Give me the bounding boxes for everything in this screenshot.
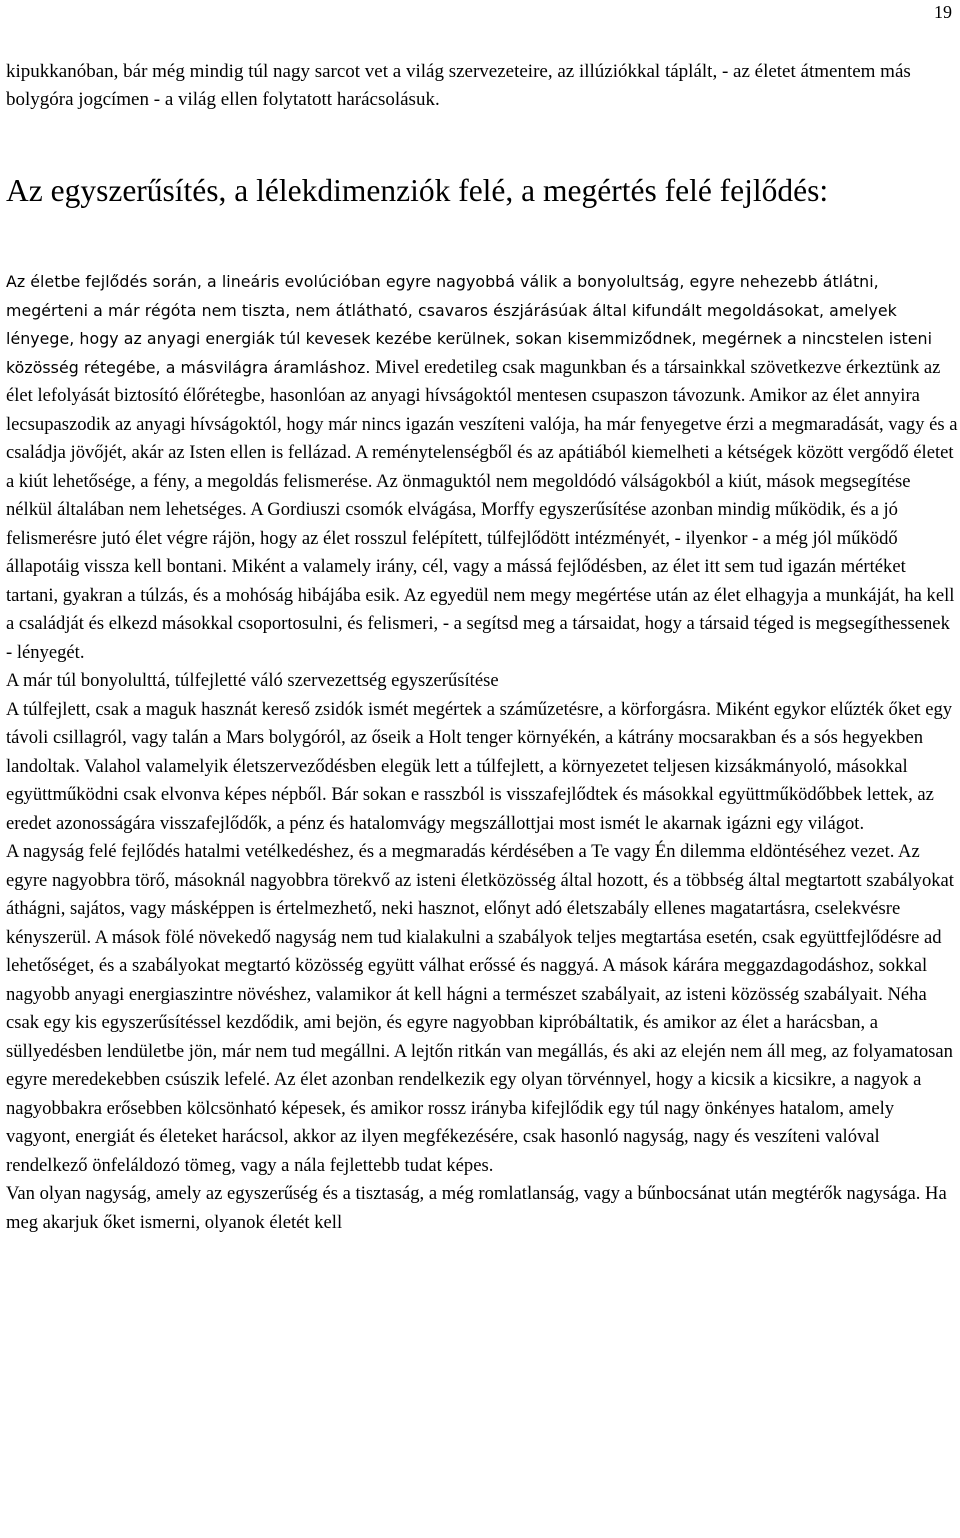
page-number: 19 [934,2,952,22]
paragraph-2: A már túl bonyolulttá, túlfejletté váló szervezettség egyszerűsítése [6,670,499,691]
paragraph-3: A túlfejlett, csak a maguk hasznát kereső zsidók ismét megértek a száműzetésre, a körforgásra. Miként egykor elűzték őket egy távoli csillagról, vagy talán a Mars bolygóról, az őseik a Holt tenger környékén, a kátrány mocsarakban és a sós hegyekben landoltak. Valahol valamelyik életszerveződésben elegük lett a túlfejlett, a környezetet teljesen kizsákmányoló, másokkal együttműködni csak elvonva képes népből. Bár sokan e rasszból is visszafejlődtek és másokkal együttműködőbbek lettek, az eredet azonosságára visszafejlődők, a pénz és hatalomvágy megszállottjai most ismét le akarnak igázni egy világot. [6,698,953,834]
section-heading: Az egyszerűsítés, a lélekdimenziók felé, a megértés felé fejlődés: [6,173,829,208]
paragraph-5: Van olyan nagyság, amely az egyszerűség és a tisztaság, a még romlatlanság, vagy a bűnbocsánat után megtérők nagysága. Ha meg akarjuk őket ismerni, olyanok életét kell [6,1183,947,1233]
paragraph-1 [6,268,958,667]
paragraph-4: A nagyság felé fejlődés hatalmi vetélkedéshez, és a megmaradás kérdésében a Te vagy Én dilemma eldöntéséhez vezet. Az egyre nagyobbra törő, másoknál nagyobbra törekvő az isteni életközösség által hozott, és a többség által megtartott szabályokat áthágni, sajátos, vagy másképpen is értelmezhető, neki hasznot, előnyt adó életszabály ellenes magatartásra, cselekvésre kényszerül. A mások fölé növekedő nagyság nem tud kialakulni a szabályok teljes megtartása esetén, csak együttfejlődésre ad lehetőséget, és a szabályokat megtartó közösség együtt válhat erőssé és naggyá. A mások kárára meggazdagodáshoz, sokkal nagyobb anyagi energiaszintre növéshez, valamikor át kell hágni a természet szabályait, az isteni közösség szabályait. Néha csak egy kis egyszerűsítéssel kezdődik, ami bejön, és egyre nagyobban kipróbáltatik, és amikor az élet a harácsban, a süllyedésben lendületbe jön, már nem tud megállni. A lejtőn ritkán van megállás, és aki az elején nem áll meg, az folyamatosan egyre meredekebben csúszik lefelé. Az élet azonban rendelkezik egy olyan törvénnyel, hogy a kicsik a kicsikre, a nagyok a nagyobbakra erősebben kölcsönható képesek, és amikor rossz irányba kifejlődik egy túl nagy önkényes hatalom, amely vagyont, energiát és életeket harácsol, akkor az ilyen megfékezésére, csak hasonló nagyság, nagy és veszíteni valóval rendelkező önfeláldozó tömeg, vagy a nála fejlettebb tudat képes. [6,841,954,1176]
paragraph-1-rest: Mivel eredetileg csak magunkban és a társainkkal szövetkezve érkeztünk az élet lefolyását biztosító élőrétegbe, hasonlóan az anyagi hívságoktól mentesen csupaszon távozunk. Amikor az élet annyira lecsupaszodik az anyagi hívságoktól, hogy már nincs igazán veszíteni valója, ha már fenyegetve érzi a megmaradását, vagy és a családja jövőjét, akár az Isten ellen is fellázad. A reménytelenségből és az apátiából kiemelheti a kétségek között vergődő életet a kiút lehetősége, a fény, a megoldás felismerése. Az önmaguktól nem megoldódó válságokból a kiút, mások megsegítése nélkül általában nem lehetséges. A Gordiuszi csomók elvágása, Morffy egyszerűsítése azonban mindig működik, és a jó felismerésre jutó élet végre rájön, hogy az élet rosszul felépített, túlfejlődött intézményét, - ilyenkor - a még jól működő állapotáig vissza kell bontani. Miként a valamely irány, cél, vagy a mássá fejlődésben, az élet itt sem tud igazán mértéket tartani, gyakran a túlzás, és a mohóság hibájába esik. Az egyedül nem megy megértése után az élet elhagyja a munkáját, ha kell a családját és elkezd másokkal csoportosulni, és felismeri, - a segítsd meg a társaidat, hogy a társaid téged is megsegíthessenek - lényegét. [6,356,958,663]
paragraph-1-lead: Az életbe fejlődés során, a lineáris evolúcióban egyre nagyobbá válik a bonyolultság, egyre nehezebb átlátni, megérteni a már régóta nem tiszta, nem átlátható, csavaros észjárásúak által kifundált megoldásokat, amelyek lényege, hogy az anyagi energiák túl kevesek kezébe kerülnek, sokan kisemmiződnek, megérnek a nincstelen isteni közösség rétegébe, a másvilágra áramláshoz. [6,272,933,377]
body-text [6,268,958,1237]
intro-paragraph: kipukkanóban, bár még mindig túl nagy sarcot vet a világ szervezeteire, az illúziókkal táplált, - az életet átmentem más bolygóra jogcímen - a világ ellen folytatott harácsolásuk. [6,61,911,110]
